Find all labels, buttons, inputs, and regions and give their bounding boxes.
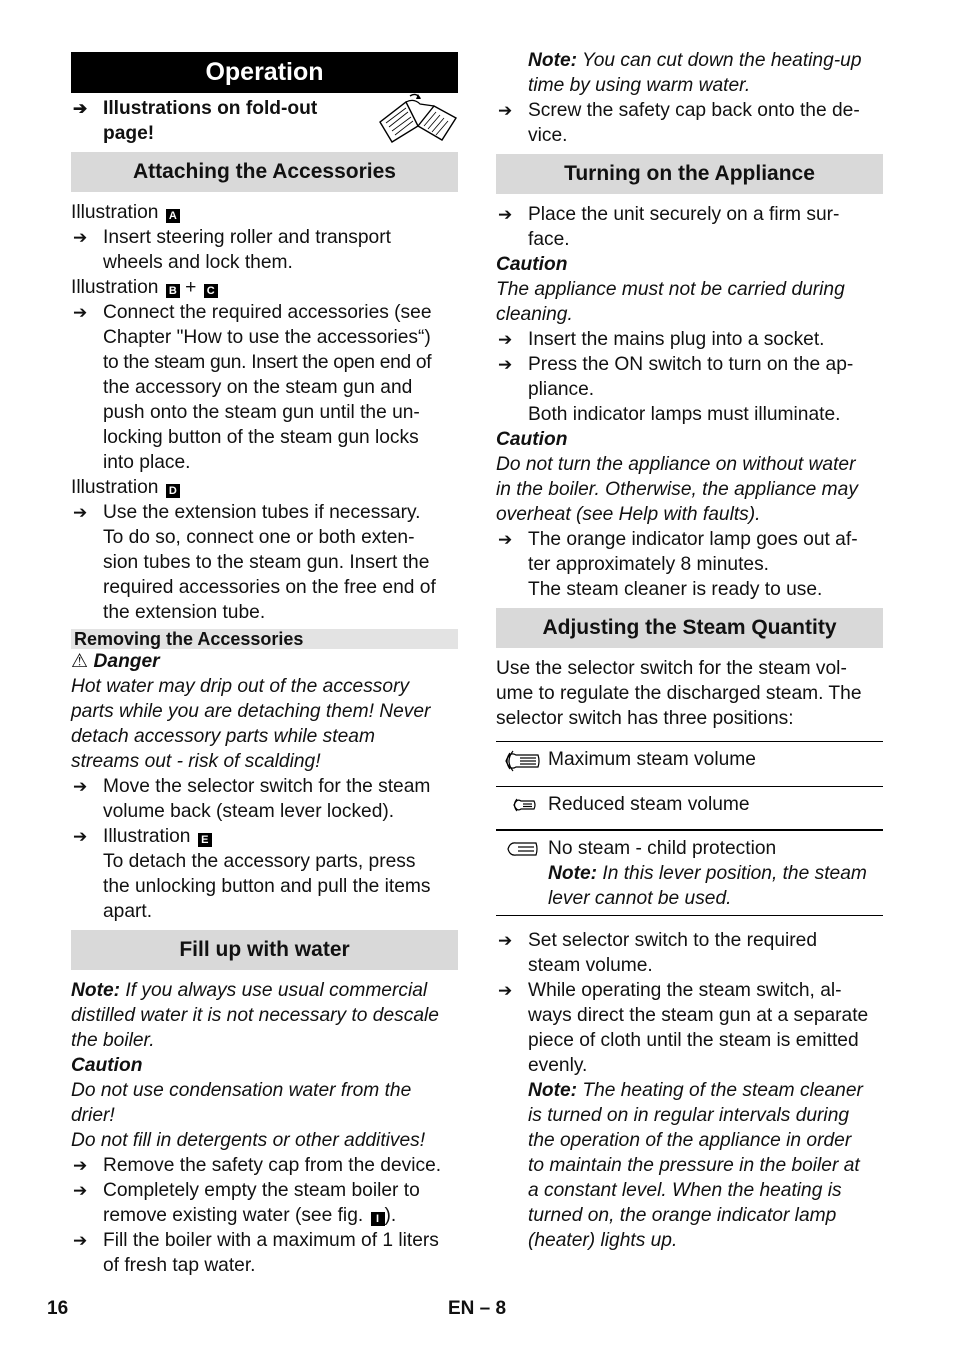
- max-steam-icon: [502, 747, 542, 775]
- illustration-label: Illustration B + C: [71, 275, 458, 300]
- caution-label: Caution: [71, 1055, 143, 1076]
- arrow-icon: ➔: [73, 1181, 88, 1200]
- arrow-icon: ➔: [498, 931, 513, 950]
- arrow-icon: ➔: [498, 355, 513, 374]
- table-row: Maximum steam volume: [496, 742, 883, 787]
- danger-label: ⚠ Danger: [71, 651, 160, 672]
- arrow-icon: ➔: [73, 827, 88, 846]
- reduced-steam-icon: [502, 792, 542, 818]
- arrow-icon: ➔: [73, 99, 88, 118]
- arrow-icon: ➔: [73, 303, 88, 322]
- page-title: Operation: [71, 52, 458, 93]
- caution-label: Caution: [496, 429, 568, 450]
- illustration-box-i: I: [371, 1212, 385, 1226]
- section-heading-adjusting: Adjusting the Steam Quantity: [496, 608, 883, 648]
- arrow-icon: ➔: [498, 330, 513, 349]
- arrow-icon: ➔: [73, 1231, 88, 1250]
- illustration-label: Illustration D: [71, 475, 458, 500]
- caution-label: Caution: [496, 254, 568, 275]
- arrow-icon: ➔: [498, 101, 513, 120]
- left-column: Operation ➔ Illustrations on fold-out page! Attaching the Accessories Illustration A ➔ Insert steering roller and transport wheels and lock them. Illustration B + C ➔ Connect the required accessories (see Chapter "How to use the accessories“) to the steam gun. Insert the open end of the accessory on the steam gun and push onto the steam gun until the un- locking button of the steam gun locks into place. Illustration D ➔ Use the extension tubes if necessary. To do so, connect one or both exten- sion tubes to the steam gun. Insert the required accessories on the free end of the extension tube. Removing the Accessories ⚠ Danger Hot water may drip out of the accessory parts while you are detaching them! Never detach accessory parts while steam streams out - risk of scalding! ➔ Move the selector switch for the steam volume back (steam lever locked). ➔ Illustration E To detach the accessory parts, press the unlocking button and pull the items apart. Fill up with water Note: If you always use usual commercial distilled water it is not necessary to descale the boiler. Caution Do not use condensation water from the drier! Do not fill in detergents or other additives! ➔ Remove the safety cap from the device. ➔ Completely empty the steam boiler to remove existing water (see fig. I ). ➔ Fill the boiler with a maximum of 1 liters of fresh tap water.: [71, 48, 458, 1278]
- illustration-box-b: B: [166, 284, 180, 298]
- arrow-icon: ➔: [73, 777, 88, 796]
- illustration-box-a: A: [166, 209, 180, 223]
- section-heading-turning-on: Turning on the Appliance: [496, 154, 883, 194]
- fold-out-notice: ➔ Illustrations on fold-out page!: [71, 96, 458, 146]
- subsection-heading-removing: Removing the Accessories: [71, 629, 458, 649]
- arrow-icon: ➔: [498, 205, 513, 224]
- illustration-box-d: D: [166, 484, 180, 498]
- arrow-icon: ➔: [73, 503, 88, 522]
- open-book-icon: [376, 92, 458, 144]
- arrow-icon: ➔: [498, 530, 513, 549]
- right-column: Note: You can cut down the heating-up time by using warm water. ➔ Screw the safety cap back onto the de- vice. Turning on the Appliance ➔ Place the unit securely on a firm sur- face. Caution The appliance must not be carried during cleaning. ➔ Insert the mains plug into a socket. ➔ Press the ON switch to turn on the ap- pliance. Both indicator lamps must illuminate. Caution Do not turn the appliance on without water in the boiler. Otherwise, the appliance may overheat (see Help with faults). ➔ The orange indicator lamp goes out af- ter approximately 8 minutes. The steam cleaner is ready to use. Adjusting the Steam Quantity Use the selector switch for the steam vol- ume to regulate the discharged steam. The selector switch has three positions: Maximum steam volume Reduced steam volume No steam - child protection Note: In this lever position, the steam lever cannot be used. ➔ Set selector switch to the required steam volume. ➔ While operating the steam switch, al- ways direct the steam gun at a separate piece of cloth until the steam is emitted evenly. Note: The heating of the steam cleaner is turned on in regular intervals during the operation of the appliance in order to maintain the pressure in the boiler at a constant level. When the heating is turned on, the orange indicator lamp (heater) lights up.: [496, 48, 883, 1253]
- arrow-icon: ➔: [73, 1156, 88, 1175]
- page-number: 16: [47, 1298, 69, 1319]
- illustration-box-c: C: [204, 284, 218, 298]
- table-row: No steam - child protection Note: In this lever position, the steam lever cannot be used.: [496, 830, 883, 916]
- arrow-icon: ➔: [73, 228, 88, 247]
- illustration-label: Illustration A: [71, 200, 458, 225]
- steam-positions-table: [496, 741, 883, 916]
- section-heading-attaching: Attaching the Accessories: [71, 152, 458, 192]
- section-heading-fill: Fill up with water: [71, 930, 458, 970]
- no-steam-icon: [502, 836, 542, 864]
- arrow-icon: ➔: [498, 981, 513, 1000]
- warning-icon: ⚠: [71, 651, 89, 672]
- illustration-box-e: E: [198, 833, 212, 847]
- page-reference: EN – 8: [448, 1298, 507, 1319]
- table-row: Reduced steam volume: [496, 787, 883, 831]
